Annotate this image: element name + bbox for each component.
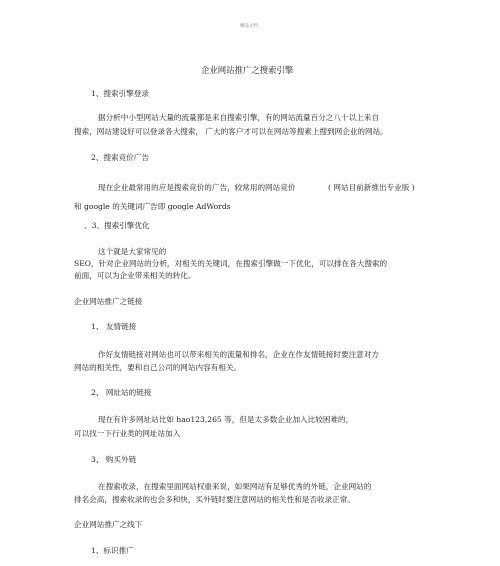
- paragraph-line: 排名会高，搜索收录的也会多和快，买外链时要注意网站的相关性和是否收录正常。: [74, 495, 355, 504]
- paragraph-line: 网站的相关性，要和自己公司的网站内容有相关。: [74, 363, 242, 372]
- paragraph-line: 现在有许多网址站比如 hao123,265 等，但是太多数企业加入比较困难的，: [98, 415, 354, 424]
- paragraph-line: 搜索，网站建设好可以登录各大搜索， 广大的客户才可以在网站等搜素上搜到网企业的网站。: [74, 127, 388, 136]
- section-heading: 、3、搜索引擎优化: [84, 221, 150, 230]
- paragraph-line: 这个就是大家常见的: [98, 247, 167, 256]
- section-title: 企业网站推广之线下: [74, 520, 143, 529]
- section-heading: 1、标识推广: [91, 546, 134, 555]
- paragraph-line: 可以找一下行业类的网址站加入: [74, 429, 181, 438]
- section-heading: 1、搜索引擎登录: [91, 89, 149, 98]
- paragraph-line: 现在企业最常用的应是搜索竞价的广告，较常用的网站竞价: [98, 183, 296, 192]
- paragraph-line: 前面，可以为企业带来相关的转化。: [74, 271, 196, 280]
- paragraph-line: SEO，针对企业网站的分析，对相关的关键词，在搜索引擎做一下优化，可以排在各大搜索的: [74, 259, 388, 268]
- paragraph-line: 在搜索收录，在搜索里面网站权重来说，如果网站有足够优秀的外链，企业网站的: [98, 482, 372, 491]
- section-heading: 2、搜索竞价广告: [91, 153, 149, 162]
- paragraph-line: 和 google 的关键词广告即 google AdWords: [74, 202, 231, 211]
- section-title: 企业网站推广之链接: [74, 297, 143, 306]
- paragraph-line: 作好友情链接对网站也可以带来相关的流量和排名，企业在作友情链接时要注意对方: [98, 350, 379, 359]
- paragraph-line: ( 网站目前新推出专业版 ): [328, 183, 415, 192]
- section-heading: 2、 网址站的链接: [91, 388, 152, 397]
- section-heading: 3、 购买外链: [91, 455, 137, 464]
- page-title: 企业网站推广之搜索引擎: [201, 65, 294, 75]
- paragraph-line: 据分析中小型网站大量的流量都是来自搜索引擎，有的网站流量百分之八十以上来自: [98, 113, 379, 122]
- section-heading: 1、 友情链接: [91, 322, 137, 331]
- page-header: 精品文档: [240, 24, 258, 29]
